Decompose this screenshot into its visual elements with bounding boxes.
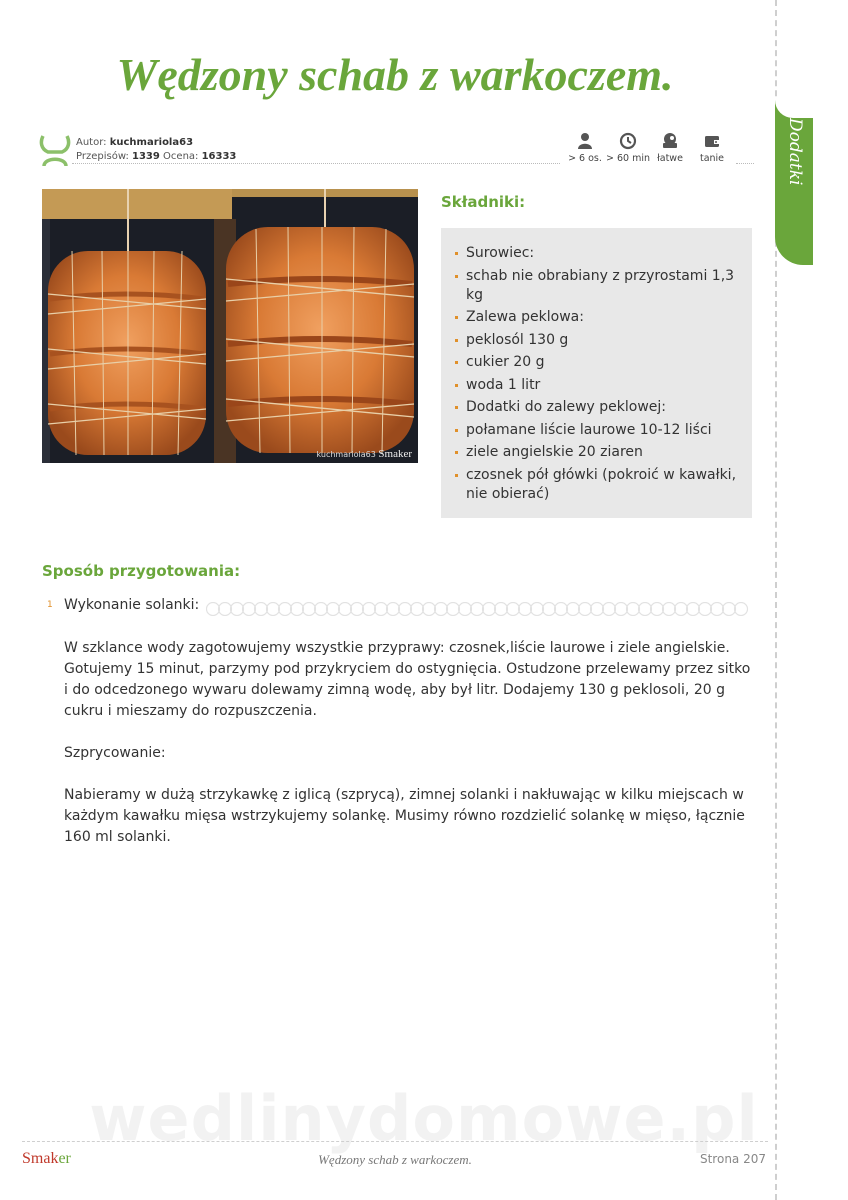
recipe-photo [42, 189, 418, 463]
ingredients-list [455, 244, 742, 504]
ingredients-heading: Składniki: [441, 193, 526, 211]
ingredient-item: woda 1 litr [455, 376, 742, 395]
chain-link [651, 603, 664, 616]
person-icon [576, 132, 594, 150]
chain-link [231, 603, 244, 616]
rating-value: 16333 [201, 151, 237, 162]
ingredient-item: ziele angielskie 20 ziaren [455, 443, 742, 462]
footer-divider [22, 1141, 768, 1142]
chain-link [219, 603, 232, 616]
chain-link [723, 603, 736, 616]
chain-link [315, 603, 328, 616]
chain-link [639, 603, 652, 616]
footer-page-number: Strona 207 [699, 1152, 766, 1166]
chain-link [363, 603, 376, 616]
chain-link [615, 603, 628, 616]
chain-link [423, 603, 436, 616]
chain-link [207, 603, 220, 616]
photo-credit-brand: Smaker [378, 448, 412, 460]
servings-meta [563, 132, 607, 164]
step-title: Wykonanie solanki: [64, 597, 200, 613]
recipe-title: Wędzony schab z warkoczem. [116, 49, 674, 100]
ingredients-box [441, 228, 752, 518]
chain-link [327, 603, 340, 616]
chain-link [675, 603, 688, 616]
chain-link [507, 603, 520, 616]
recipes-label: Przepisów: [76, 151, 129, 162]
chain-link [375, 603, 388, 616]
chain-link [687, 603, 700, 616]
chef-hat-icon [660, 132, 680, 150]
chain-link [447, 603, 460, 616]
footer-brand-accent: er [58, 1150, 71, 1167]
chain-link [267, 603, 280, 616]
chain-link [627, 603, 640, 616]
site-watermark: wedlinydomowe.pl [89, 1082, 759, 1155]
preparation-body [64, 638, 756, 869]
ingredient-item: czosnek pół główki (pokroić w kawałki, nie obierać) [455, 466, 742, 504]
chain-link [603, 603, 616, 616]
difficulty-meta [648, 132, 692, 164]
chain-link [411, 603, 424, 616]
chain-link [471, 603, 484, 616]
author-name[interactable]: kuchmariola63 [109, 137, 194, 148]
preparation-heading: Sposób przygotowania: [42, 562, 241, 580]
photo-credit-user: kuchmariola63 [316, 450, 376, 459]
chain-link [735, 603, 748, 616]
preparation-subheading: Szprycowanie: [64, 745, 166, 761]
chain-link [663, 603, 676, 616]
chain-link [435, 603, 448, 616]
ingredient-item: peklosól 130 g [455, 331, 742, 350]
chain-link [351, 603, 364, 616]
meta-divider [72, 163, 560, 164]
preparation-paragraph: Nabieramy w dużą strzykawkę z iglicą (szprycą), zimnej solanki i nakłuwając w kilku miejscach w każdym kawałku mięsa wstrzykujemy solankę. Musimy równo rozdzielić solankę w mięso, łącznie 160 ml solanki. [64, 787, 745, 845]
chain-link [459, 603, 472, 616]
meta-divider-end [736, 163, 754, 164]
chain-link [339, 603, 352, 616]
chain-link [387, 603, 400, 616]
clock-icon [619, 132, 637, 150]
preparation-paragraph: W szklance wody zagotowujemy wszystkie przyprawy: czosnek,liście laurowe i ziele angielskie. Gotujemy 15 minut, parzymy pod przykryciem do ostygnięcia. Ostudzone przelewamy przez sitko i do odcedzonego wywaru dolewamy zimną wodę, aby był litr. Dodajemy 130 g peklosoli, 20 g cukru i mieszamy do rozpuszczenia. [64, 640, 751, 719]
chain-link [531, 603, 544, 616]
footer-brand-main: Smak [22, 1150, 59, 1167]
chain-link [711, 603, 724, 616]
chain-link [555, 603, 568, 616]
ingredient-item: Zalewa peklowa: [455, 308, 742, 327]
chain-link [303, 603, 316, 616]
chain-link [543, 603, 556, 616]
chain-link [495, 603, 508, 616]
author-line [76, 137, 193, 148]
time-meta [606, 132, 650, 164]
difficulty-label: łatwe [657, 153, 683, 164]
ingredient-item: cukier 20 g [455, 353, 742, 372]
ingredient-item: Dodatki do zalewy peklowej: [455, 398, 742, 417]
chain-link [591, 603, 604, 616]
time-label: > 60 min [606, 153, 651, 164]
author-label: Autor: [76, 137, 107, 148]
chain-link [579, 603, 592, 616]
wallet-icon [703, 132, 721, 150]
recipes-count: 1339 [132, 151, 160, 162]
category-side-tab-label: Dodatki [785, 118, 805, 186]
ingredient-item: schab nie obrabiany z przyrostami 1,3 kg [455, 267, 742, 305]
chain-link [279, 603, 292, 616]
chain-link [255, 603, 268, 616]
chain-link [567, 603, 580, 616]
rating-label: Ocena: [163, 151, 199, 162]
chain-link [243, 603, 256, 616]
chain-link [483, 603, 496, 616]
photo-credit [317, 448, 413, 460]
cost-meta [690, 132, 734, 164]
chain-link [291, 603, 304, 616]
chain-link [519, 603, 532, 616]
chain-link [399, 603, 412, 616]
category-side-tab[interactable] [775, 100, 813, 265]
cost-label: tanie [699, 153, 725, 164]
footer-recipe-title: Wędzony schab z warkoczem. [318, 1152, 472, 1167]
step-number: 1 [47, 600, 53, 610]
servings-label: > 6 os. [568, 153, 602, 164]
smaker-logo-icon [39, 133, 71, 167]
ingredient-item: Surowiec: [455, 244, 742, 263]
step-divider-chain [206, 602, 752, 616]
author-stats [76, 151, 236, 162]
ingredient-item: połamane liście laurowe 10-12 liści [455, 421, 742, 440]
chain-link [699, 603, 712, 616]
